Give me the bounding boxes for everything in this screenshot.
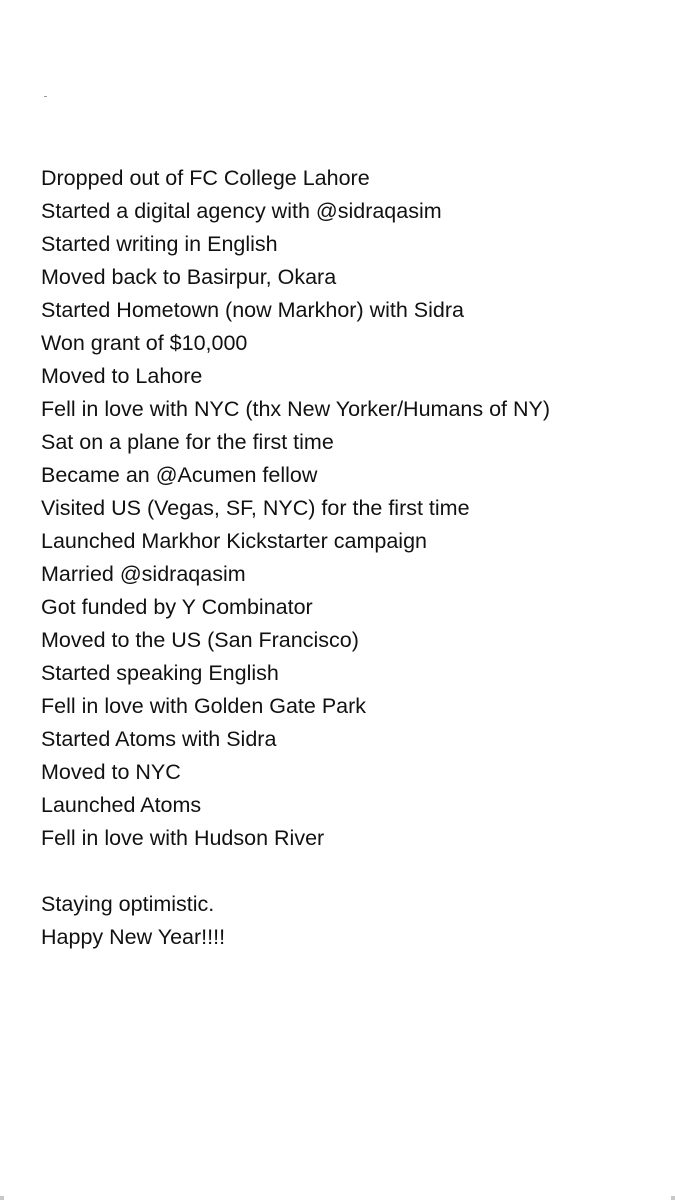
timeline-item: Launched Markhor Kickstarter campaign	[41, 529, 427, 553]
timeline-item: Launched Atoms	[41, 793, 202, 817]
timeline-item: Moved to NYC	[41, 760, 181, 784]
timeline-item: Became an @Acumen fellow	[41, 463, 318, 487]
note-text	[41, 162, 661, 954]
timeline-item: Won grant of $10,000	[41, 331, 248, 355]
corner-artifact	[0, 1196, 4, 1200]
timeline-item: Moved to Lahore	[41, 364, 203, 388]
timeline-item: Got funded by Y Combinator	[41, 595, 313, 619]
corner-artifact	[671, 1196, 675, 1200]
timeline-item: Visited US (Vegas, SF, NYC) for the first time	[41, 496, 470, 520]
timeline-item: Started speaking English	[41, 661, 279, 685]
timeline-item: Fell in love with Golden Gate Park	[41, 694, 367, 718]
timeline-item: Started Atoms with Sidra	[41, 727, 277, 751]
timeline-item: Married @sidraqasim	[41, 562, 246, 586]
closing-line: Happy New Year!!!!	[41, 925, 226, 949]
timeline-item: Started Hometown (now Markhor) with Sidra	[41, 298, 464, 322]
timeline-item: Started a digital agency with @sidraqasim	[41, 199, 442, 223]
stray-mark	[44, 96, 47, 97]
timeline-item: Moved back to Basirpur, Okara	[41, 265, 337, 289]
timeline-item: Started writing in English	[41, 232, 278, 256]
timeline-item: Moved to the US (San Francisco)	[41, 628, 359, 652]
timeline-item: Fell in love with Hudson River	[41, 826, 325, 850]
paragraph-gap	[41, 855, 661, 888]
timeline-item: Dropped out of FC College Lahore	[41, 166, 370, 190]
closing-line: Staying optimistic.	[41, 892, 215, 916]
timeline-item: Sat on a plane for the first time	[41, 430, 334, 454]
timeline-item: Fell in love with NYC (thx New Yorker/Humans of NY)	[41, 397, 551, 421]
